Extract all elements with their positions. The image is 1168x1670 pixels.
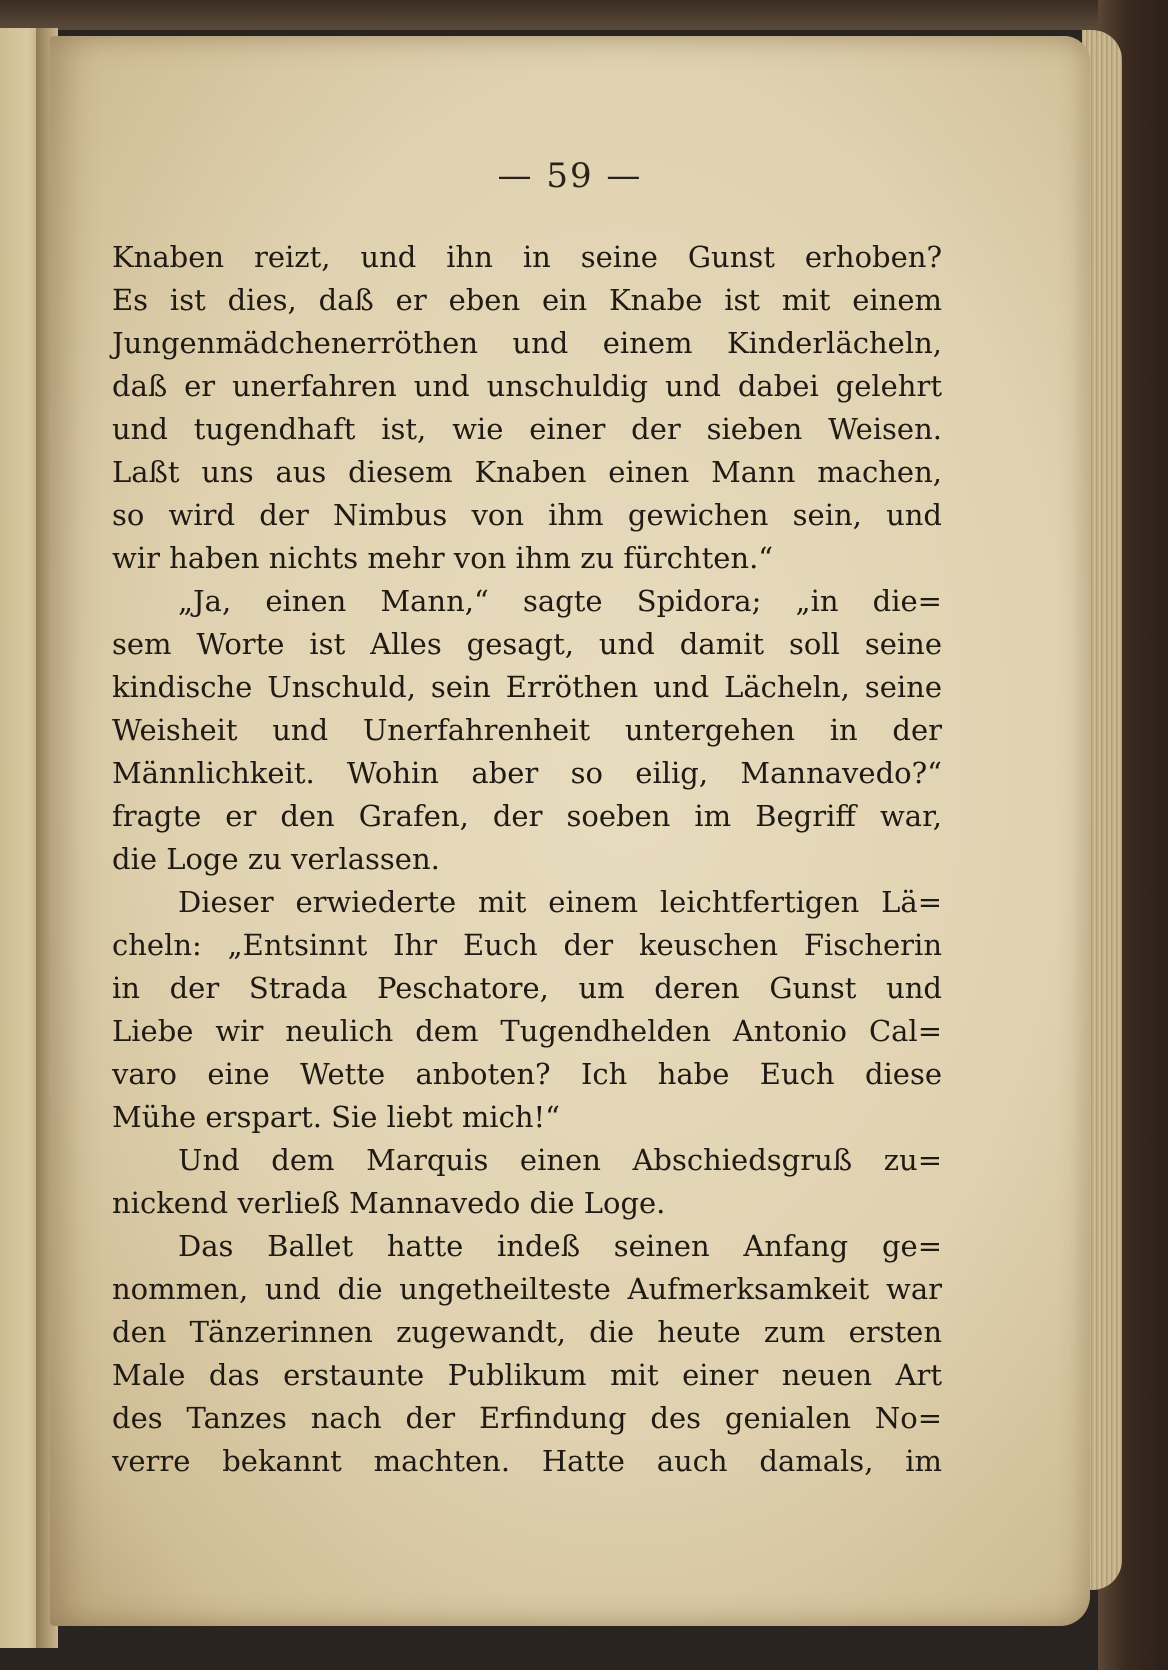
text-line: Das Ballet hatte indeß seinen Anfang ge= — [178, 1229, 942, 1263]
text-line: sem Worte ist Alles gesagt, und damit soll seine — [112, 627, 942, 661]
book-page — [50, 36, 1090, 1626]
text-line: des Tanzes nach der Erfindung des genialen No= — [112, 1401, 942, 1435]
text-line: „Ja, einen Mann,“ sagte Spidora; „in die= — [178, 584, 942, 618]
text-line: nickend verließ Mannavedo die Loge. — [112, 1186, 666, 1220]
text-line: daß er unerfahren und unschuldig und dabei gelehrt — [112, 369, 942, 403]
text-line: Knaben reizt, und ihn in seine Gunst erhoben? — [112, 240, 942, 274]
text-line: in der Strada Peschatore, um deren Gunst und — [112, 971, 942, 1005]
text-line: Jungenmädchenerröthen und einem Kinderlächeln, — [112, 326, 942, 360]
text-line: Laßt uns aus diesem Knaben einen Mann machen, — [112, 455, 942, 489]
text-line: fragte er den Grafen, der soeben im Begriff war, — [112, 799, 942, 833]
text-line: wir haben nichts mehr von ihm zu fürchten.“ — [112, 541, 774, 575]
text-line: nommen, und die ungetheilteste Aufmerksamkeit war — [112, 1272, 942, 1306]
page-number: — 59 — — [497, 156, 643, 196]
text-line: Und dem Marquis einen Abschiedsgruß zu= — [178, 1143, 942, 1177]
text-line: kindische Unschuld, sein Erröthen und Lächeln, seine — [112, 670, 942, 704]
text-line: Dieser erwiederte mit einem leichtfertigen Lä= — [178, 885, 942, 919]
text-line: und tugendhaft ist, wie einer der sieben Weisen. — [112, 412, 942, 446]
text-line: varo eine Wette anboten? Ich habe Euch diese — [112, 1057, 942, 1091]
body-text — [112, 236, 942, 1483]
text-line: Männlichkeit. Wohin aber so eilig, Mannavedo?“ — [112, 756, 942, 790]
text-line: den Tänzerinnen zugewandt, die heute zum ersten — [112, 1315, 942, 1349]
book-cover-top — [0, 0, 1168, 30]
text-line: Es ist dies, daß er eben ein Knabe ist mit einem — [112, 283, 942, 317]
text-line: Liebe wir neulich dem Tugendhelden Antonio Cal= — [112, 1014, 942, 1048]
text-line: Mühe erspart. Sie liebt mich!“ — [112, 1100, 560, 1134]
text-line: so wird der Nimbus von ihm gewichen sein, und — [112, 498, 942, 532]
text-line: Male das erstaunte Publikum mit einer neuen Art — [112, 1358, 942, 1392]
text-line: verre bekannt machten. Hatte auch damals, im — [112, 1444, 942, 1478]
text-line: die Loge zu verlassen. — [112, 842, 440, 876]
text-line: cheln: „Entsinnt Ihr Euch der keuschen Fischerin — [112, 928, 942, 962]
text-line: Weisheit und Unerfahrenheit untergehen in der — [112, 713, 942, 747]
